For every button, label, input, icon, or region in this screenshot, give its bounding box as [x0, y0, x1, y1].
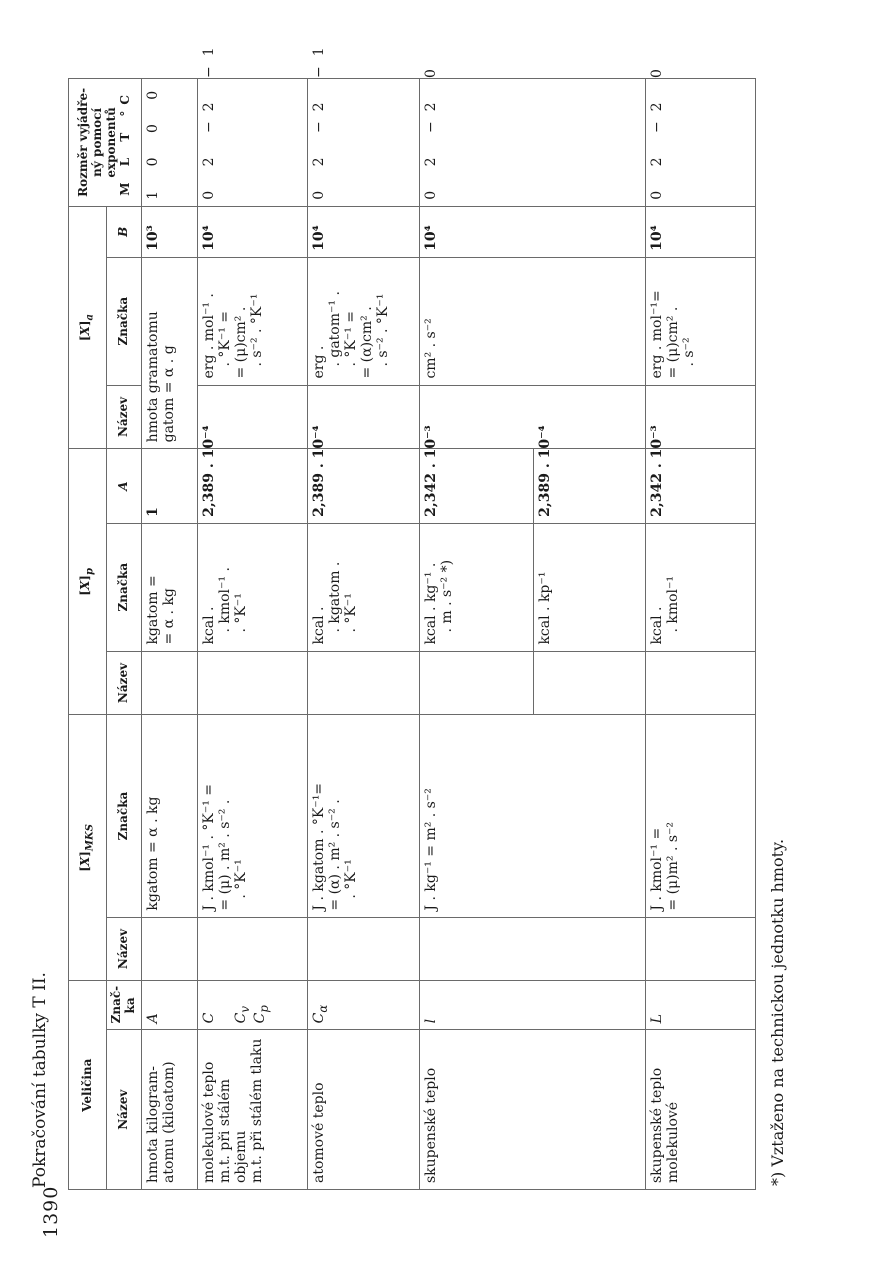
cell-p-znacka: kgatom = = α . kg — [141, 523, 197, 651]
header-p-nazev: Název — [107, 651, 142, 715]
cell-mks-nazev — [141, 917, 197, 981]
cell-mks-znacka: J . kg⁻¹ = m² . s⁻² — [419, 715, 645, 917]
cell-a-znacka: erg . mol⁻¹ . . °K⁻¹ = = (μ)cm² . . s⁻² . °K⁻¹ — [197, 257, 307, 385]
cell-a-znacka: erg . mol⁻¹= = (μ)cm² . . s⁻² — [645, 257, 755, 385]
header-velicina-znacka: Znač-ka — [107, 981, 142, 1030]
cell-velicina-nazev: molekulové teplo m.t. při stálém objemu m.t. při stálém tlaku — [197, 1030, 307, 1190]
cell-p-a: 2,342 . 10⁻³ — [645, 449, 755, 523]
header-mks-nazev: Název — [107, 917, 142, 981]
header-a-nazev: Název — [107, 385, 142, 449]
cell-mks-znacka: J . kmol⁻¹ . °K⁻¹ = = (μ) . m² . s⁻² . . °K⁻¹ — [197, 715, 307, 917]
header-a-znacka: Značka — [107, 257, 142, 385]
units-table — [68, 37, 756, 1190]
cell-p-znacka: kcal . . kmol⁻¹ — [645, 523, 755, 651]
table-row — [645, 79, 755, 1190]
header-p: $[X]_p$ — [69, 449, 107, 715]
cell-p-a: 1 — [141, 449, 197, 523]
cell-p-znacka: kcal . kp⁻¹ — [533, 523, 645, 651]
header-mks: $[X]_{MKS}$ — [69, 715, 107, 981]
cell-p-nazev — [307, 651, 419, 715]
cell-mks-nazev — [419, 917, 645, 981]
cell-a-znacka: cm² . s⁻² — [419, 257, 645, 385]
cell-rozmer: 0 2 −2 0 — [645, 79, 755, 207]
cell-p-znacka: kcal . . kgatom . . °K⁻¹ — [307, 523, 419, 651]
cell-rozmer: 0 2 −2 −1 — [197, 79, 307, 207]
cell-a-znacka: erg . . gatom⁻¹ . . °K⁻¹ = = (α)cm² . . s⁻² . °K⁻¹ — [307, 257, 419, 385]
cell-p-a: 2,389 . 10⁻⁴ — [533, 449, 645, 523]
cell-p-znacka: kcal . kg⁻¹ . . m . s⁻² *) — [419, 523, 533, 651]
header-mks-znacka: Značka — [107, 715, 142, 917]
cell-velicina-znacka: $C_\alpha$ — [307, 981, 419, 1030]
cell-velicina-nazev: skupenské teplo molekulové — [645, 1030, 755, 1190]
table-row — [197, 79, 307, 1190]
cell-a-nazev: hmota gramatomu gatom = α . g — [141, 257, 197, 449]
table-row — [307, 79, 419, 1190]
cell-velicina-znacka: C $C_v$ $C_p$ — [197, 981, 307, 1030]
cell-mks-nazev — [197, 917, 307, 981]
cell-a-b: 10⁴ — [307, 206, 419, 257]
table-row — [419, 79, 533, 1190]
cell-velicina-nazev: skupenské teplo — [419, 1030, 645, 1190]
cell-p-nazev — [645, 651, 755, 715]
table-row — [141, 79, 197, 1190]
header-p-a: A — [107, 449, 142, 523]
header-velicina-nazev: Název — [107, 1030, 142, 1190]
cell-a-b: 10³ — [141, 206, 197, 257]
cell-p-a: 2,389 . 10⁻⁴ — [307, 449, 419, 523]
header-a-b: B — [107, 206, 142, 257]
cell-p-nazev — [197, 651, 307, 715]
header-row-groups — [69, 79, 107, 1190]
table-caption: Pokračování tabulky T II. — [30, 972, 50, 1188]
cell-rozmer: 1 0 0 0 — [141, 79, 197, 207]
cell-a-nazev — [419, 385, 645, 449]
cell-rozmer: 0 2 −2 0 — [419, 79, 645, 207]
cell-p-a: 2,389 . 10⁻⁴ — [197, 449, 307, 523]
header-a: $[X]_a$ — [69, 206, 107, 449]
cell-a-b: 10⁴ — [419, 206, 645, 257]
cell-a-b: 10⁴ — [197, 206, 307, 257]
cell-velicina-nazev: hmota kilogram- atomu (kiloatom) — [141, 1030, 197, 1190]
cell-velicina-znacka: A — [141, 981, 197, 1030]
cell-velicina-nazev: atomové teplo — [307, 1030, 419, 1190]
cell-mks-znacka: J . kmol⁻¹ = = (μ)m² . s⁻² — [645, 715, 755, 917]
cell-p-nazev — [533, 651, 645, 715]
header-row-sub — [107, 79, 142, 1190]
cell-p-nazev — [419, 651, 533, 715]
cell-p-znacka: kcal . . kmol⁻¹ . . °K⁻¹ — [197, 523, 307, 651]
page-number: 1390 — [40, 1185, 62, 1238]
cell-velicina-znacka: l — [419, 981, 645, 1030]
cell-mks-nazev — [645, 917, 755, 981]
cell-rozmer: 0 2 −2 −1 — [307, 79, 419, 207]
cell-p-nazev — [141, 651, 197, 715]
header-p-znacka: Značka — [107, 523, 142, 651]
footnote: *) Vztaženo na technickou jednotku hmoty. — [768, 838, 787, 1186]
cell-mks-nazev — [307, 917, 419, 981]
cell-velicina-znacka: L — [645, 981, 755, 1030]
header-velicina: Veličina — [69, 981, 107, 1190]
cell-mks-znacka: kgatom = α . kg — [141, 715, 197, 917]
cell-mks-znacka: J . kgatom . °K⁻¹= = (α) . m² . s⁻² . . °K⁻¹ — [307, 715, 419, 917]
cell-p-a: 2,342 . 10⁻³ — [419, 449, 533, 523]
cell-a-b: 10⁴ — [645, 206, 755, 257]
header-rozmer — [69, 79, 142, 207]
header-rozmer-label: Rozměr vyjádře-ný pomocí exponentů — [76, 87, 118, 197]
header-rozmer-units: M L T °C — [117, 89, 132, 196]
